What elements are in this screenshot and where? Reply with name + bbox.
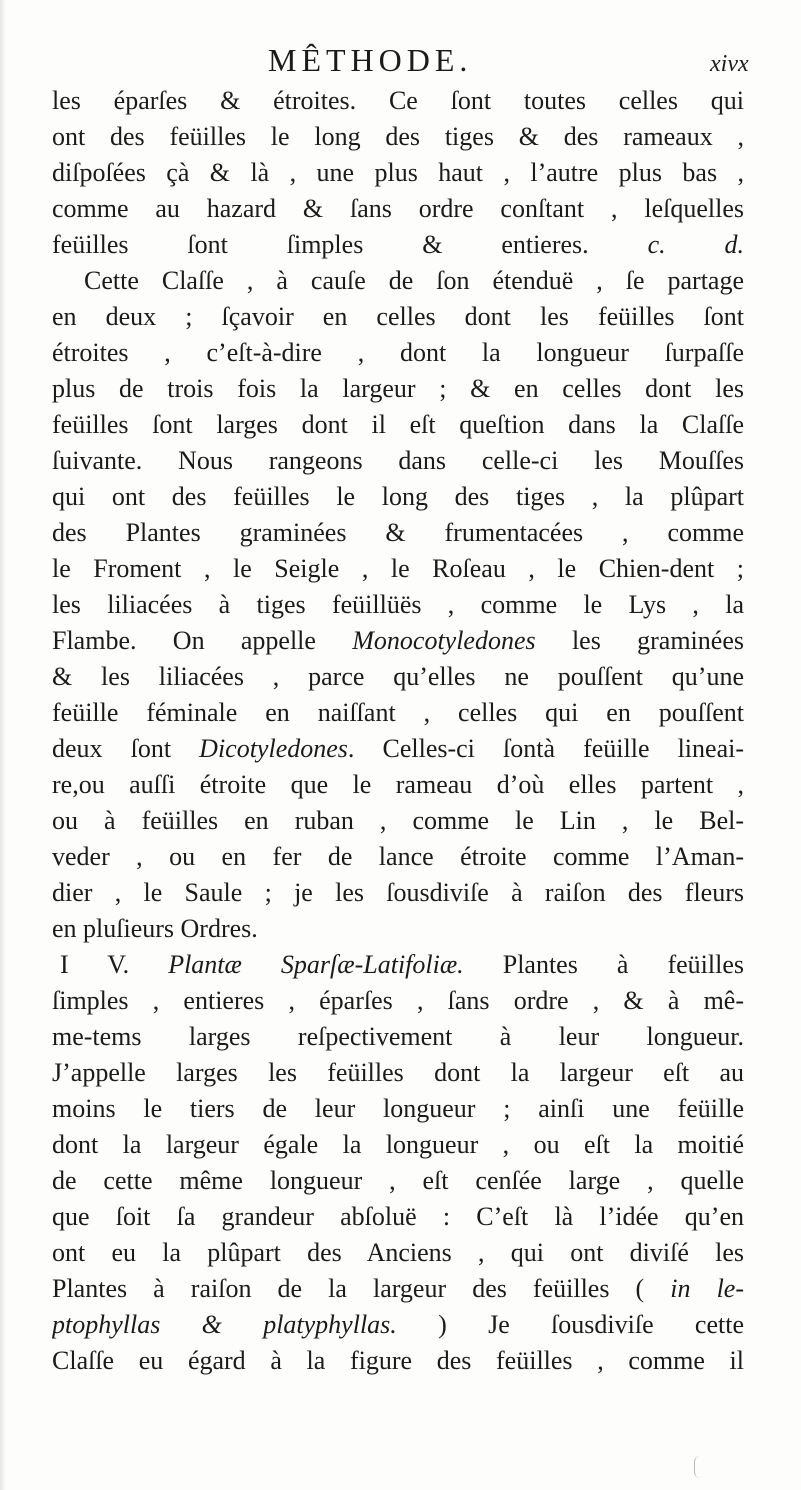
text-line: en pluſieurs Ordres. — [52, 914, 258, 943]
text-line: des Plantes graminées & frumentacées , comme — [52, 518, 744, 547]
text-line: dont la largeur égale la longueur , ou eſt la moitié — [52, 1130, 744, 1159]
text-line: les liliacées à tiges feüillüës , comme le Lys , la — [52, 590, 744, 619]
text-line: dier , le Saule ; je les ſousdiviſe à raiſon des fleurs — [52, 878, 744, 907]
text-line: ſimples , entieres , éparſes , ſans ordre , & à mê- — [52, 986, 744, 1015]
text-line: en deux ; ſçavoir en celles dont les feüilles ſont — [52, 302, 744, 331]
text-line: Cette Claſſe , à cauſe de ſon étenduë , ſe partage — [84, 266, 744, 295]
text-line: & les liliacées , parce qu’elles ne pouſſent qu’une — [52, 662, 744, 691]
text-line: feüilles ſont larges dont il eſt queſtion dans la Claſſe — [52, 410, 744, 439]
text-line: qui ont des feüilles le long des tiges , la plûpart — [52, 482, 744, 511]
text-line: feüille féminale en naiſſant , celles qui en pouſſent — [52, 698, 744, 727]
section-heading-line: I V. Plantæ Sparſæ-Latifoliæ. Plantes à feüilles — [60, 950, 744, 979]
page-folio: xivx — [710, 51, 749, 77]
text-line: ont des feüilles le long des tiges & des rameaux , — [52, 122, 744, 151]
text-line: Plantes à raiſon de la largeur des feüilles ( in le- — [52, 1274, 744, 1303]
page-header — [0, 40, 801, 80]
text-line: me-tems larges reſpectivement à leur longueur. — [52, 1022, 744, 1051]
text-line: moins le tiers de leur longueur ; ainſi une feüille — [52, 1094, 744, 1123]
running-title: MÊTHODE. — [268, 42, 473, 78]
text-line: étroites , c’eſt-à-dire , dont la longueur ſurpaſſe — [52, 338, 744, 367]
text-line: ptophyllas & platyphyllas. ) Je ſousdiviſe cette — [52, 1310, 744, 1339]
text-line: ont eu la plûpart des Anciens , qui ont diviſé les — [52, 1238, 744, 1267]
text-line: comme au hazard & ſans ordre conſtant , leſquelles — [52, 194, 744, 223]
text-line: le Froment , le Seigle , le Roſeau , le Chien-dent ; — [52, 554, 744, 583]
text-line: diſpoſées çà & là , une plus haut , l’autre plus bas , — [52, 158, 744, 187]
text-line: les éparſes & étroites. Ce ſont toutes celles qui — [52, 86, 744, 115]
text-line: plus de trois fois la largeur ; & en celles dont les — [52, 374, 744, 403]
text-line: Claſſe eu égard à la figure des feüilles , comme il — [52, 1346, 744, 1375]
text-line: deux ſont Dicotyledones. Celles-ci ſontà feüille lineai- — [52, 734, 744, 763]
text-line: ſuivante. Nous rangeons dans celle-ci les Mouſſes — [52, 446, 744, 475]
text-line: re,ou auſſi étroite que le rameau d’où elles partent , — [52, 770, 744, 799]
text-line: ou à feüilles en ruban , comme le Lin , le Bel- — [52, 806, 744, 835]
text-line: de cette même longueur , eſt cenſée large , quelle — [52, 1166, 744, 1195]
text-line: que ſoit ſa grandeur abſoluë : C’eſt là l’idée qu’en — [52, 1202, 744, 1231]
text-line: veder , ou en fer de lance étroite comme l’Aman- — [52, 842, 744, 871]
text-line: J’appelle larges les feüilles dont la largeur eſt au — [52, 1058, 744, 1087]
text-line: feüilles ſont ſimples & entieres. c. d. — [52, 230, 744, 259]
bleed-through-mark — [694, 1456, 703, 1478]
page-edge-shadow — [0, 0, 6, 1490]
text-line: Flambe. On appelle Monocotyledones les graminées — [52, 626, 744, 655]
